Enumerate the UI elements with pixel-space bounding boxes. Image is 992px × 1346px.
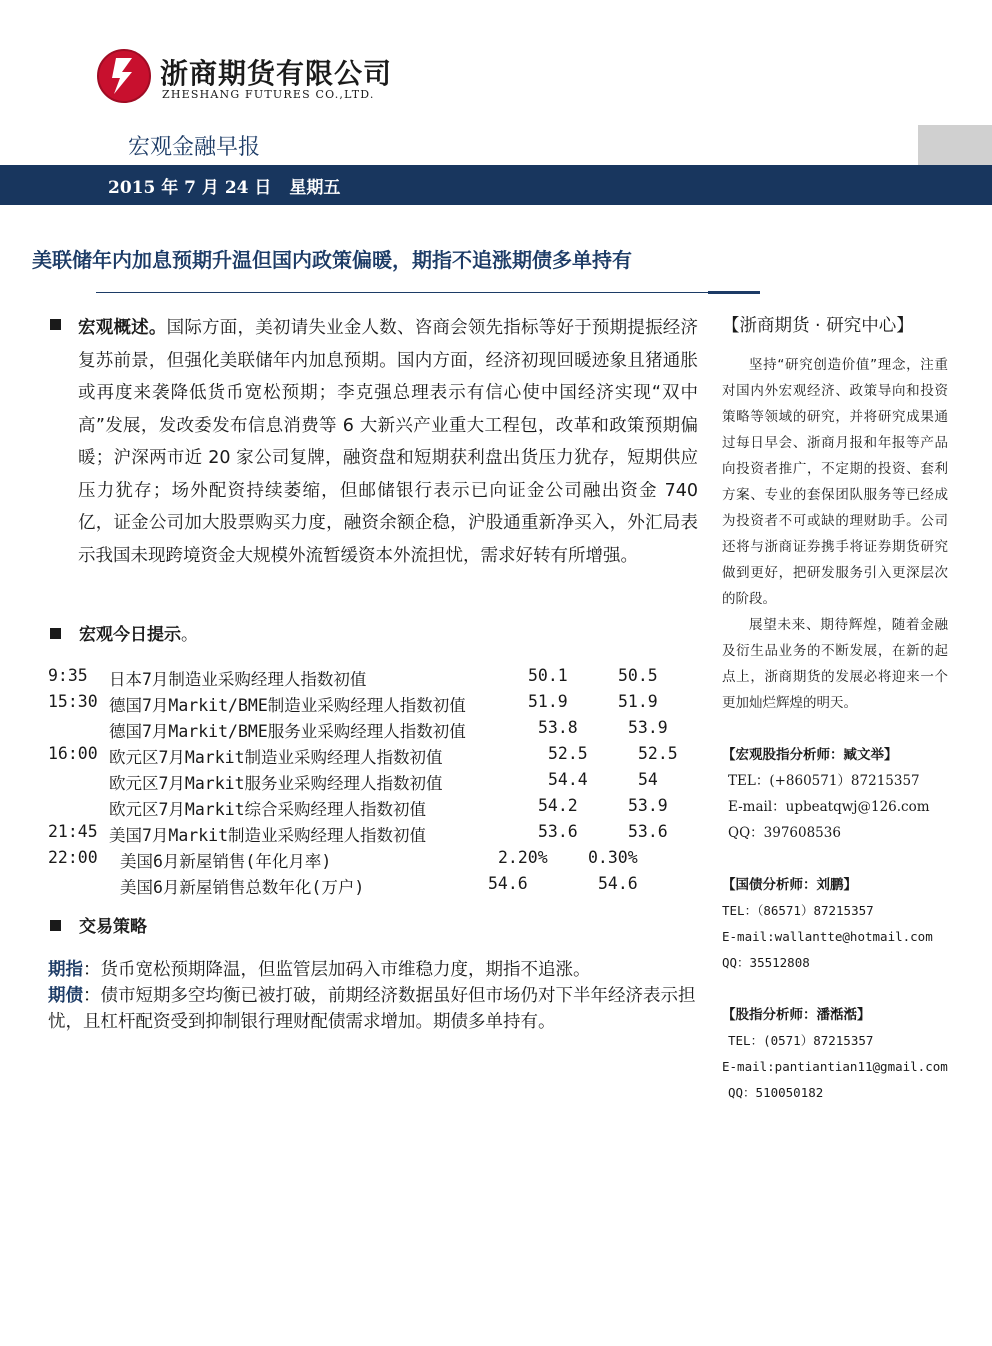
strategy-index-text: ：货币宽松预期降温，但监管层加码入市维稳力度，期指不追涨。 (83, 960, 591, 980)
analyst-tel: TEL：(0571）87215357 (728, 1033, 874, 1048)
calendar-row (48, 718, 698, 744)
analyst-qq: QQ：397608536 (728, 825, 841, 841)
calendar-event: 美国6月新屋销售(年化月率) (120, 852, 332, 871)
company-name-en: ZHESHANG FUTURES CO.,LTD. (162, 88, 375, 101)
calendar-row (48, 822, 698, 848)
report-headline: 美联储年内加息预期升温但国内政策偏暖，期指不追涨期债多单持有 (32, 248, 632, 272)
calendar-forecast: 51.9 (618, 692, 658, 711)
calendar-prior: 53.6 (538, 822, 578, 841)
analyst-email[interactable]: E-mail：upbeatqwj@126.com (728, 799, 930, 815)
calendar-prior: 52.5 (548, 744, 588, 763)
strategy-index-label: 期指 (48, 960, 83, 980)
analyst-card (722, 1002, 972, 1106)
calendar-forecast: 54 (638, 770, 658, 789)
calendar-row (48, 692, 698, 718)
calendar-row (48, 744, 698, 770)
sidebar-intro-paragraph: 展望未来、期待辉煌，随着金融及衍生品业务的不断发展，在新的起点上，浙商期货的发展必将迎来一个更加灿烂辉煌的明天。 (722, 617, 948, 711)
header-accent-block (918, 125, 992, 165)
calendar-forecast: 53.9 (628, 796, 668, 815)
overview-body: 国际方面，美初请失业金人数、咨商会领先指标等好于预期提振经济复苏前景，但强化美联储年内加息预期。国内方面，经济初现回暖迹象且猪通胀或再度来袭降低货币宽松预期；李克强总理表示有信心使中国经济实现“双中高”发展，发改委发布信息消费等 6 大新兴产业重大工程包，改革和政策预期偏暖；沪深两市近 20 家公司复牌，融资盘和短期获利盘出货压力犹存，短期供应压力犹存；场外配资持续萎缩，但邮储银行表示已向证金公司融出资金 740 亿，证金公司加大股票购买力度，融资余额企稳，沪股通重新净买入，外汇局表示我国未现跨境资金大规模外流暂缓资本外流担忧，需求好转有所增强。 (78, 318, 699, 566)
square-bullet-icon (50, 628, 61, 639)
calendar-time: 22:00 (48, 848, 98, 867)
strategy-bond-text: ：债市短期多空均衡已被打破，前期经济数据虽好但市场仍对下半年经济表示担忧，且杠杆配资受到抑制银行理财配债需求增加。期债多单持有。 (48, 986, 696, 1032)
strategy-index (48, 957, 700, 983)
report-weekday: 星期五 (289, 178, 341, 198)
analyst-card (722, 742, 972, 846)
overview-label: 宏观概述。 (78, 318, 167, 338)
overview-paragraph (78, 312, 698, 572)
sidebar-title: 【浙商期货 · 研究中心】 (722, 316, 914, 336)
calendar-row (48, 770, 698, 796)
calendar-event: 美国7月Markit制造业采购经理人指数初值 (109, 826, 427, 845)
section-today-heading (50, 620, 198, 645)
calendar-event: 欧元区7月Markit综合采购经理人指数初值 (109, 800, 427, 819)
analyst-qq: QQ：510050182 (728, 1085, 824, 1100)
calendar-forecast: 52.5 (638, 744, 678, 763)
calendar-prior: 54.4 (548, 770, 588, 789)
report-date-line (108, 173, 352, 198)
calendar-time: 15:30 (48, 692, 98, 711)
calendar-prior: 51.9 (528, 692, 568, 711)
calendar-prior: 53.8 (538, 718, 578, 737)
calendar-prior: 54.6 (488, 874, 528, 893)
calendar-forecast: 50.5 (618, 666, 658, 685)
analyst-email[interactable]: E-mail:pantiantian11@gmail.com (722, 1059, 948, 1074)
calendar-event: 德国7月Markit/BME服务业采购经理人指数初值 (109, 722, 466, 741)
company-name-cn: 浙商期货有限公司 (160, 57, 393, 90)
calendar-event: 欧元区7月Markit制造业采购经理人指数初值 (109, 748, 443, 767)
strategy-label: 交易策略 (79, 917, 147, 937)
square-bullet-icon (50, 920, 61, 931)
analyst-card (722, 872, 972, 976)
analyst-tel: TEL：(+860571）87215357 (728, 773, 920, 789)
calendar-forecast: 53.6 (628, 822, 668, 841)
calendar-event: 德国7月Markit/BME制造业采购经理人指数初值 (109, 696, 466, 715)
headline-divider (96, 292, 708, 293)
analyst-header: 【国债分析师：刘鹏】 (722, 877, 857, 893)
sidebar-intro (722, 352, 948, 716)
sidebar-intro-paragraph: 坚持“研究创造价值”理念，注重对国内外宏观经济、政策导向和投资策略等领域的研究，并将研究成果通过每日早会、浙商月报和年报等产品向投资者推广，不定期的投资、套利方案、专业的套保团队服务等已经成为投资者不可或缺的理财助手。公司还将与浙商证券携手将证券期货研究做到更好，把研发服务引入更深层次的阶段。 (722, 357, 948, 607)
today-label-suffix: 。 (181, 625, 198, 645)
calendar-row (48, 848, 698, 874)
calendar-time: 9:35 (48, 666, 88, 685)
calendar-forecast: 53.9 (628, 718, 668, 737)
calendar-prior: 50.1 (528, 666, 568, 685)
calendar-time: 21:45 (48, 822, 98, 841)
calendar-time: 16:00 (48, 744, 98, 763)
calendar-event: 欧元区7月Markit服务业采购经理人指数初值 (109, 774, 443, 793)
analyst-qq: QQ：35512808 (722, 955, 810, 970)
section-overview-bullet (50, 316, 79, 336)
section-strategy-heading (50, 912, 147, 937)
calendar-prior: 2.20% (498, 848, 548, 867)
square-bullet-icon (50, 319, 61, 330)
calendar-row (48, 796, 698, 822)
calendar-event: 美国6月新屋销售总数年化(万户) (120, 878, 365, 897)
headline-divider-accent (708, 291, 760, 294)
calendar-row (48, 874, 698, 900)
calendar-forecast: 54.6 (598, 874, 638, 893)
analyst-header: 【股指分析师：潘湉湉】 (722, 1007, 871, 1023)
analyst-email[interactable]: E-mail:wallantte@hotmail.com (722, 929, 933, 944)
strategy-bond-label: 期债 (48, 986, 83, 1006)
today-label: 宏观今日提示 (79, 625, 181, 645)
calendar-event: 日本7月制造业采购经理人指数初值 (109, 670, 367, 689)
calendar-forecast: 0.30% (588, 848, 638, 867)
calendar-row (48, 666, 698, 692)
analyst-header: 【宏观股指分析师：臧文举】 (722, 747, 898, 763)
strategy-bond (48, 983, 700, 1035)
report-date: 2015 年 7 月 24 日 (108, 178, 272, 198)
calendar-prior: 54.2 (538, 796, 578, 815)
analyst-tel: TEL：（86571）87215357 (722, 903, 874, 918)
report-title: 宏观金融早报 (128, 135, 261, 160)
company-logo-icon (96, 48, 152, 104)
